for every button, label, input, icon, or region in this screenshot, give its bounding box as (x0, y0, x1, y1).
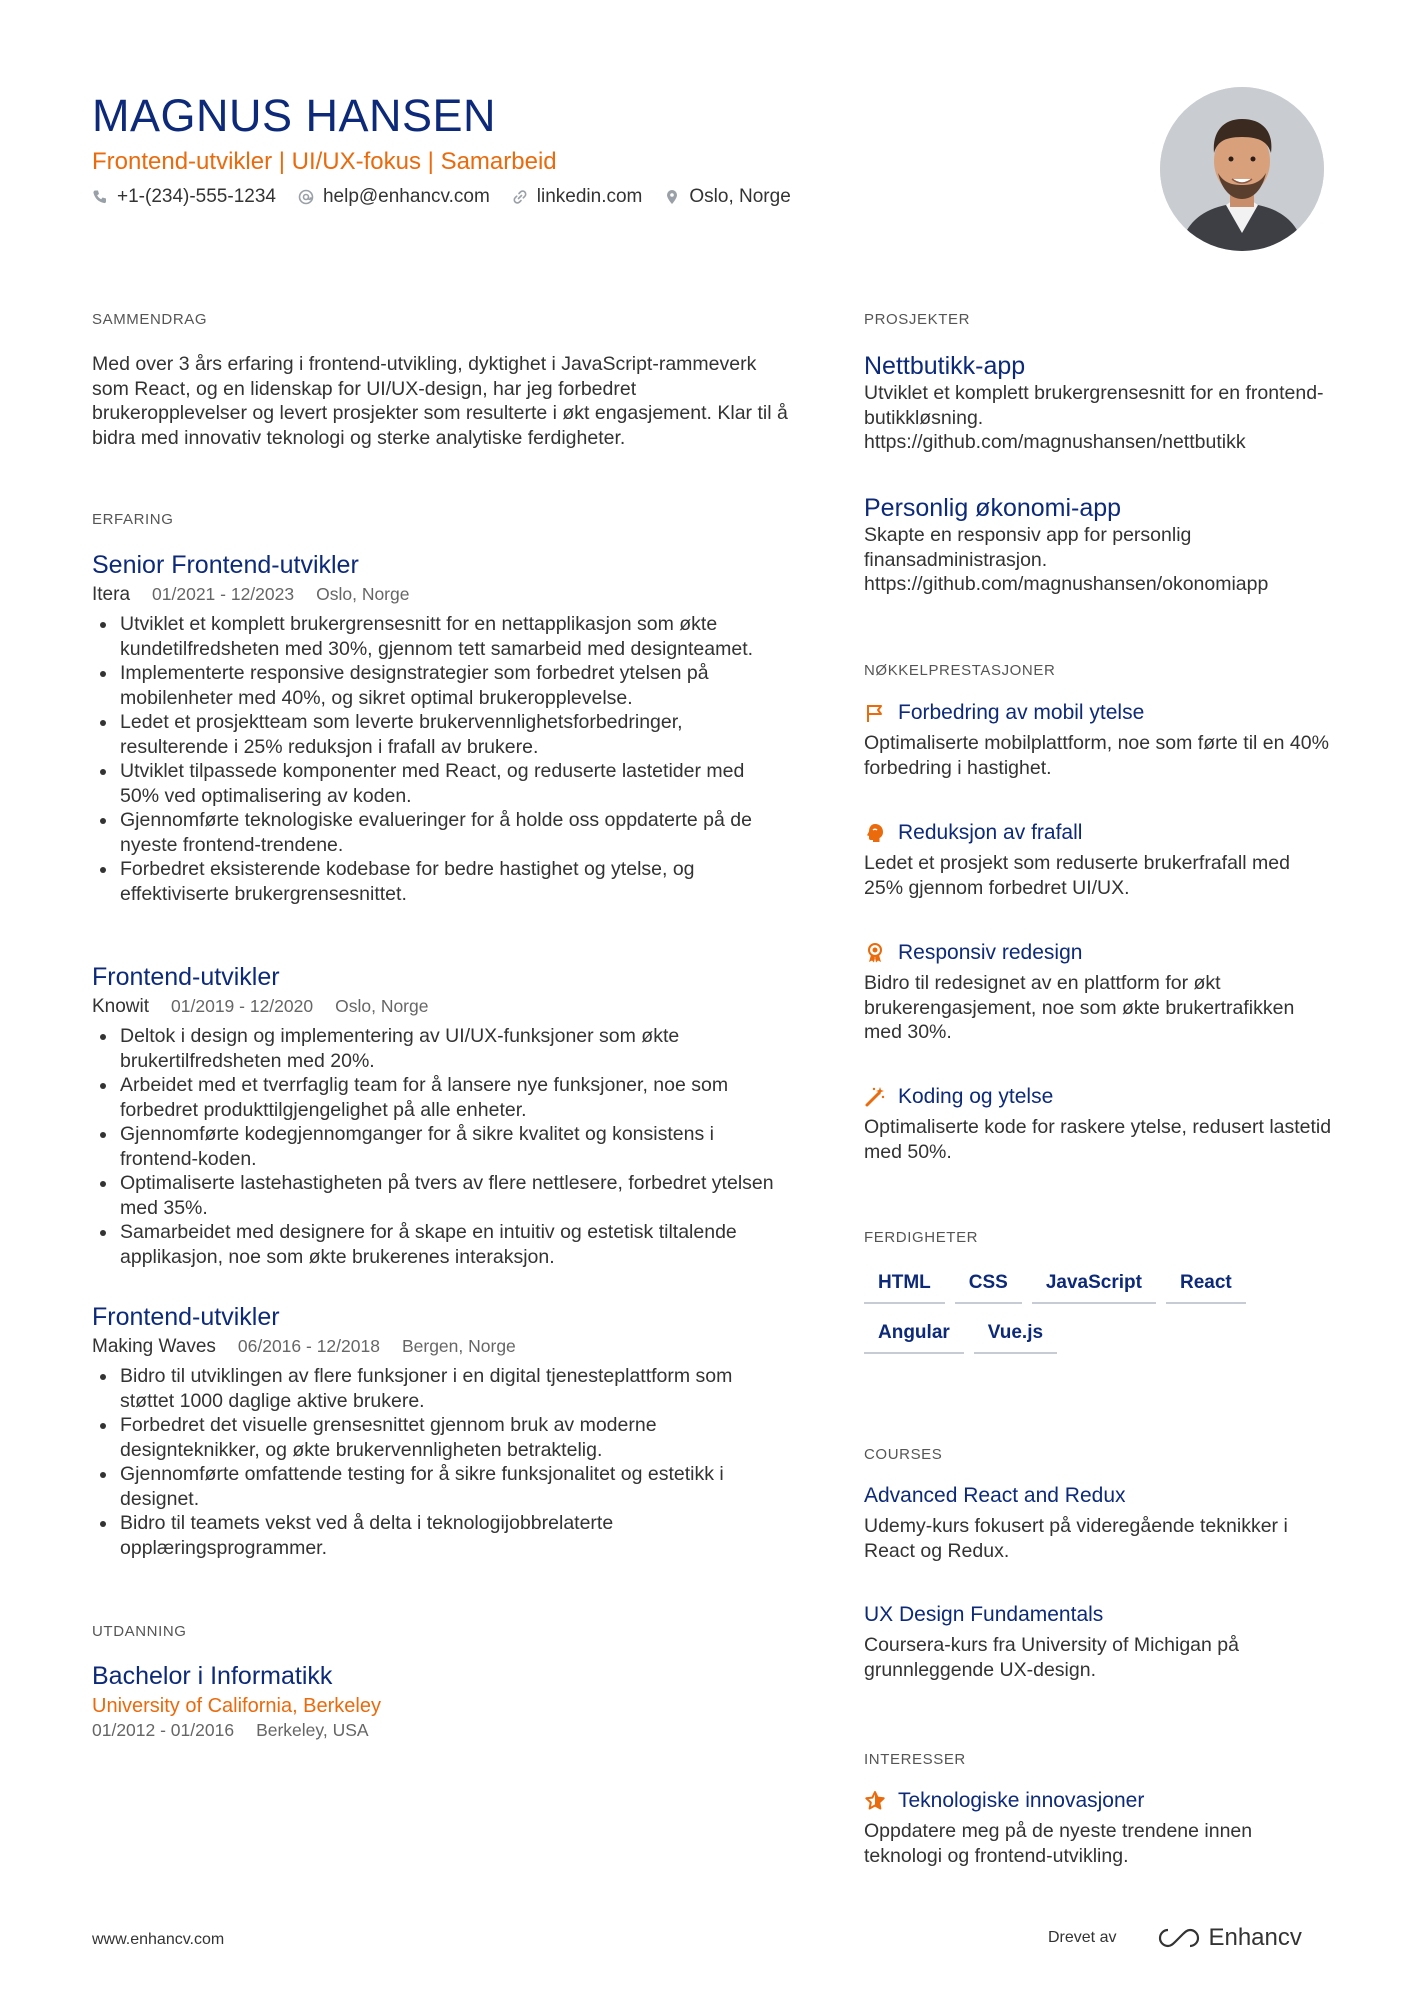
skills-list (864, 1268, 1334, 1354)
bullet-item: Samarbeidet med designere for å skape en intuitiv og estetisk tiltalende applikasjon, noe som økte brukerenes interaksjon. (92, 1220, 782, 1269)
degree-title: Bachelor i Informatikk (92, 1662, 333, 1690)
project-title: Personlig økonomi-app (864, 494, 1122, 522)
avatar-illustration (1160, 87, 1324, 251)
job-entry (92, 963, 782, 1269)
experience-heading: ERFARING (92, 511, 174, 528)
candidate-name: MAGNUS HANSEN (92, 90, 497, 141)
education-entry (92, 1662, 782, 1741)
bullet-item: Gjennomførte teknologiske evalueringer for å holde oss oppdaterte på de nyeste frontend-trendene. (92, 808, 782, 857)
job-dates: 01/2019 - 12/2020 (171, 996, 314, 1016)
star-icon (864, 1790, 886, 1812)
job-meta (92, 1336, 782, 1358)
project-item (864, 494, 1334, 597)
bullet-item: Forbedret eksisterende kodebase for bedre hastighet og ytelse, og effektiviserte brukergrensesnittet. (92, 857, 782, 906)
phone-text: +1-(234)-555-1234 (117, 186, 276, 207)
job-location: Bergen, Norge (401, 1336, 516, 1356)
phone-icon (92, 189, 108, 205)
achievement-item (864, 821, 1334, 900)
achievement-item (864, 701, 1334, 780)
link-icon (512, 189, 528, 205)
skill-tag: JavaScript (1032, 1268, 1156, 1304)
education-dates: 01/2012 - 01/2016 (92, 1720, 235, 1740)
bullet-item: Gjennomførte kodegjennomganger for å sikre kvalitet og konsistens i frontend-koden. (92, 1122, 782, 1171)
achievement-header (864, 821, 1334, 845)
summary-heading: SAMMENDRAG (92, 311, 208, 328)
bullet-item: Utviklet et komplett brukergrensesnitt for en nettapplikasjon som økte kundetilfredsheten med 30%, gjennom tett samarbeid med designteamet. (92, 612, 782, 661)
job-company: Making Waves (92, 1336, 216, 1357)
email-text: help@enhancv.com (322, 186, 490, 207)
skill-tag: Angular (864, 1318, 964, 1354)
bullet-item: Bidro til utviklingen av flere funksjoner i en digital tjenesteplattform som støttet 1000 daglige aktive brukere. (92, 1364, 782, 1413)
job-location: Oslo, Norge (335, 996, 429, 1016)
skill-tag: Vue.js (974, 1318, 1057, 1354)
bullet-item: Deltok i design og implementering av UI/UX-funksjoner som økte brukertilfredsheten med 20%. (92, 1024, 782, 1073)
interest-item (864, 1789, 1334, 1868)
achievement-item (864, 1085, 1334, 1164)
job-bullets (92, 1024, 782, 1269)
project-title: Nettbutikk-app (864, 352, 1026, 380)
achievement-title: Koding og ytelse (898, 1085, 1054, 1108)
course-item (864, 1603, 1334, 1682)
achievement-title: Forbedring av mobil ytelse (898, 701, 1145, 724)
job-dates: 01/2021 - 12/2023 (152, 584, 295, 604)
enhancv-logo-icon (1156, 1926, 1202, 1950)
bullet-item: Utviklet tilpassede komponenter med React, og reduserte lastetider med 50% ved optimalisering av koden. (92, 759, 782, 808)
job-bullets (92, 1364, 782, 1560)
job-meta (92, 584, 782, 606)
course-item (864, 1484, 1334, 1563)
achievement-item (864, 941, 1334, 1045)
magic-wand-icon (864, 1086, 886, 1108)
enhancv-brand-text: Enhancv (1208, 1924, 1302, 1951)
project-url[interactable]: https://github.com/magnushansen/nettbutikk (864, 431, 1246, 453)
bullet-item: Optimaliserte lastehastigheten på tvers av flere nettlesere, forbedret ytelsen med 35%. (92, 1171, 782, 1220)
location-text: Oslo, Norge (689, 186, 791, 207)
bullet-item: Forbedret det visuelle grensesnittet gjennom bruk av moderne designteknikker, og økte brukervennligheten betraktelig. (92, 1413, 782, 1462)
achievements-heading: NØKKELPRESTASJONER (864, 662, 1056, 679)
bullet-item: Gjennomførte omfattende testing for å sikre funksjonalitet og estetikk i designet. (92, 1462, 782, 1511)
achievement-title: Reduksjon av frafall (898, 821, 1083, 844)
contact-location (664, 186, 790, 208)
job-company: Knowit (92, 996, 150, 1017)
interest-desc: Oppdatere meg på de nyeste trendene innen teknologi og frontend-utvikling. (864, 1820, 1253, 1867)
education-location: Berkeley, USA (256, 1720, 369, 1740)
job-title: Frontend-utvikler (92, 963, 280, 991)
job-entry (92, 551, 782, 906)
achievement-header (864, 1085, 1334, 1109)
job-bullets (92, 612, 782, 906)
contact-email[interactable] (298, 186, 490, 208)
location-pin-icon (664, 189, 680, 205)
linkedin-text: linkedin.com (536, 186, 643, 207)
project-url[interactable]: https://github.com/magnushansen/okonomiapp (864, 573, 1269, 595)
achievement-desc: Optimaliserte kode for raskere ytelse, redusert lastetid med 50%. (864, 1116, 1332, 1163)
course-desc: Coursera-kurs fra University of Michigan på grunnleggende UX-design. (864, 1634, 1239, 1681)
job-dates: 06/2016 - 12/2018 (237, 1336, 380, 1356)
bullet-item: Arbeidet med et tverrfaglig team for å lansere nye funksjoner, noe som forbedret produkttilgjengelighet på alle enheter. (92, 1073, 782, 1122)
achievement-title: Responsiv redesign (898, 941, 1083, 964)
skill-tag: HTML (864, 1268, 945, 1304)
projects-heading: PROSJEKTER (864, 311, 971, 328)
skill-tag: CSS (955, 1268, 1022, 1304)
skill-tag: React (1166, 1268, 1246, 1304)
powered-by-label: Drevet av (1048, 1929, 1117, 1946)
interests-heading: INTERESSER (864, 1751, 966, 1768)
contact-linkedin[interactable] (512, 186, 643, 208)
project-desc: Skapte en responsiv app for personlig finansadministrasjon. (864, 524, 1192, 571)
footer-website[interactable]: www.enhancv.com (92, 1931, 225, 1948)
job-company: Itera (92, 584, 131, 605)
job-title: Senior Frontend-utvikler (92, 551, 359, 579)
bullet-item: Ledet et prosjektteam som leverte brukervennlighetsforbedringer, resulterende i 25% reduksjon i frafall av brukere. (92, 710, 782, 759)
skills-heading: FERDIGHETER (864, 1229, 979, 1246)
achievement-desc: Bidro til redesignet av en plattform for økt brukerengasjement, noe som økte brukertrafikken med 30%. (864, 972, 1295, 1043)
summary-text: Med over 3 års erfaring i frontend-utvikling, dyktighet i JavaScript-rammeverk som React, og en lidenskap for UI/UX-design, har jeg forbedret brukeropplevelser og levert prosjekter som resulterte i økt engasjement. Klar til å bidra med innovativ teknologi og sterke analytiske ferdigheter. (92, 353, 788, 449)
achievement-desc: Ledet et prosjekt som reduserte brukerfrafall med 25% gjennom forbedret UI/UX. (864, 852, 1290, 899)
at-icon (298, 189, 314, 205)
project-item (864, 352, 1334, 455)
award-icon (864, 942, 886, 964)
footer-branding (1048, 1924, 1302, 1952)
bullet-item: Implementerte responsive designstrategier som forbedret ytelsen på mobilenheter med 40%, og sikret optimal brukeropplevelse. (92, 661, 782, 710)
brain-icon (864, 822, 886, 844)
interest-title: Teknologiske innovasjoner (898, 1789, 1145, 1812)
candidate-subtitle: Frontend-utvikler | UI/UX-fokus | Samarbeid (92, 148, 557, 175)
bullet-item: Bidro til teamets vekst ved å delta i teknologijobbrelaterte opplæringsprogrammer. (92, 1511, 782, 1560)
course-title: UX Design Fundamentals (864, 1603, 1104, 1626)
flag-icon (864, 702, 886, 724)
education-heading: UTDANNING (92, 1623, 187, 1640)
education-meta (92, 1720, 782, 1741)
profile-photo (1160, 87, 1324, 251)
contact-phone[interactable] (92, 186, 276, 208)
achievement-header (864, 701, 1334, 725)
job-meta (92, 996, 782, 1018)
school-name: University of California, Berkeley (92, 1695, 381, 1717)
achievement-header (864, 941, 1334, 965)
achievement-desc: Optimaliserte mobilplattform, noe som førte til en 40% forbedring i hastighet. (864, 732, 1329, 779)
job-entry (92, 1303, 782, 1560)
job-location: Oslo, Norge (316, 584, 410, 604)
course-title: Advanced React and Redux (864, 1484, 1126, 1507)
interest-header (864, 1789, 1334, 1813)
course-desc: Udemy-kurs fokusert på videregående teknikker i React og Redux. (864, 1515, 1288, 1562)
project-desc: Utviklet et komplett brukergrensesnitt for en frontend-butikkløsning. (864, 382, 1324, 429)
enhancv-logo[interactable] (1156, 1924, 1301, 1952)
job-title: Frontend-utvikler (92, 1303, 280, 1331)
contact-bar (92, 186, 791, 208)
courses-heading: COURSES (864, 1446, 943, 1463)
